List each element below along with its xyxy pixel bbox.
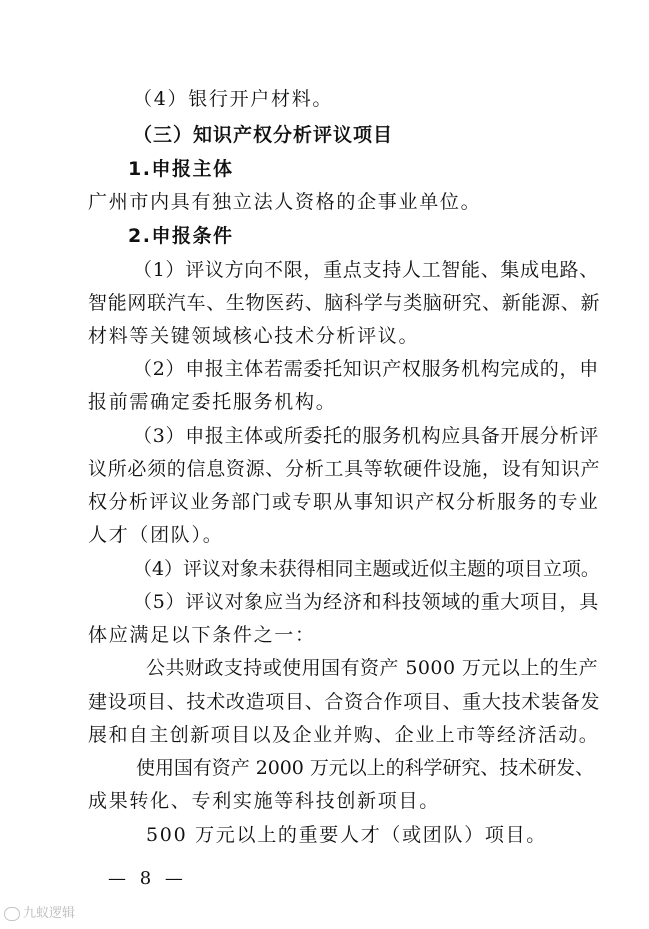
text-line: （5）评议对象应当为经济和科技领域的重大项目，具 bbox=[133, 591, 599, 613]
section-heading: （三）知识产权分析评议项目 bbox=[133, 124, 394, 146]
text-line: 智能网联汽车、生物医药、脑科学与类脑研究、新能源、新 bbox=[88, 292, 601, 314]
text-line: 报前需确定委托服务机构。 bbox=[88, 391, 337, 413]
text-line: 使用国有资产 2000 万元以上的科学研究、技术研发、 bbox=[136, 757, 595, 779]
text-line: 人才（团队）。 bbox=[88, 524, 224, 546]
text-line: 成果转化、专利实施等科技创新项目。 bbox=[88, 790, 440, 812]
text-line: 广州市内具有独立法人资格的企事业单位。 bbox=[88, 191, 482, 213]
text-line: 公共财政支持或使用国有资产 5000 万元以上的生产 bbox=[146, 657, 599, 679]
subheading: 2.申报条件 bbox=[128, 225, 234, 247]
watermark bbox=[4, 902, 75, 921]
text-line: 展和自主创新项目以及企业并购、企业上市等经济活动。 bbox=[88, 724, 600, 746]
text-line: 建设项目、技术改造项目、合资合作项目、重大技术装备发 bbox=[88, 691, 601, 713]
text-line: 议所必须的信息资源、分析工具等软硬件设施，设有知识产 bbox=[88, 458, 601, 480]
text-line: 材料等关键领域核心技术分析评议。 bbox=[88, 325, 420, 347]
text-line: （1）评议方向不限，重点支持人工智能、集成电路、 bbox=[133, 259, 599, 281]
watermark-text: 九蚁逻辑 bbox=[23, 906, 76, 921]
text-line: 体应满足以下条件之一： bbox=[88, 624, 316, 646]
subheading: 1.申报主体 bbox=[128, 158, 234, 180]
text-line: 500 万元以上的重要人才（或团队）项目。 bbox=[146, 824, 548, 846]
text-line: （3）申报主体或所委托的服务机构应具备开展分析评 bbox=[133, 425, 599, 447]
text-line: （2）申报主体若需委托知识产权服务机构完成的，申 bbox=[133, 358, 599, 380]
text-line: 权分析评议业务部门或专职从事知识产权分析服务的专业 bbox=[88, 491, 600, 513]
text-line: （4）评议对象未获得相同主题或近似主题的项目立项。 bbox=[133, 558, 600, 580]
watermark-logo-icon bbox=[4, 907, 20, 921]
page-number: — 8 — bbox=[108, 868, 187, 889]
text-line: （4）银行开户材料。 bbox=[133, 88, 334, 110]
